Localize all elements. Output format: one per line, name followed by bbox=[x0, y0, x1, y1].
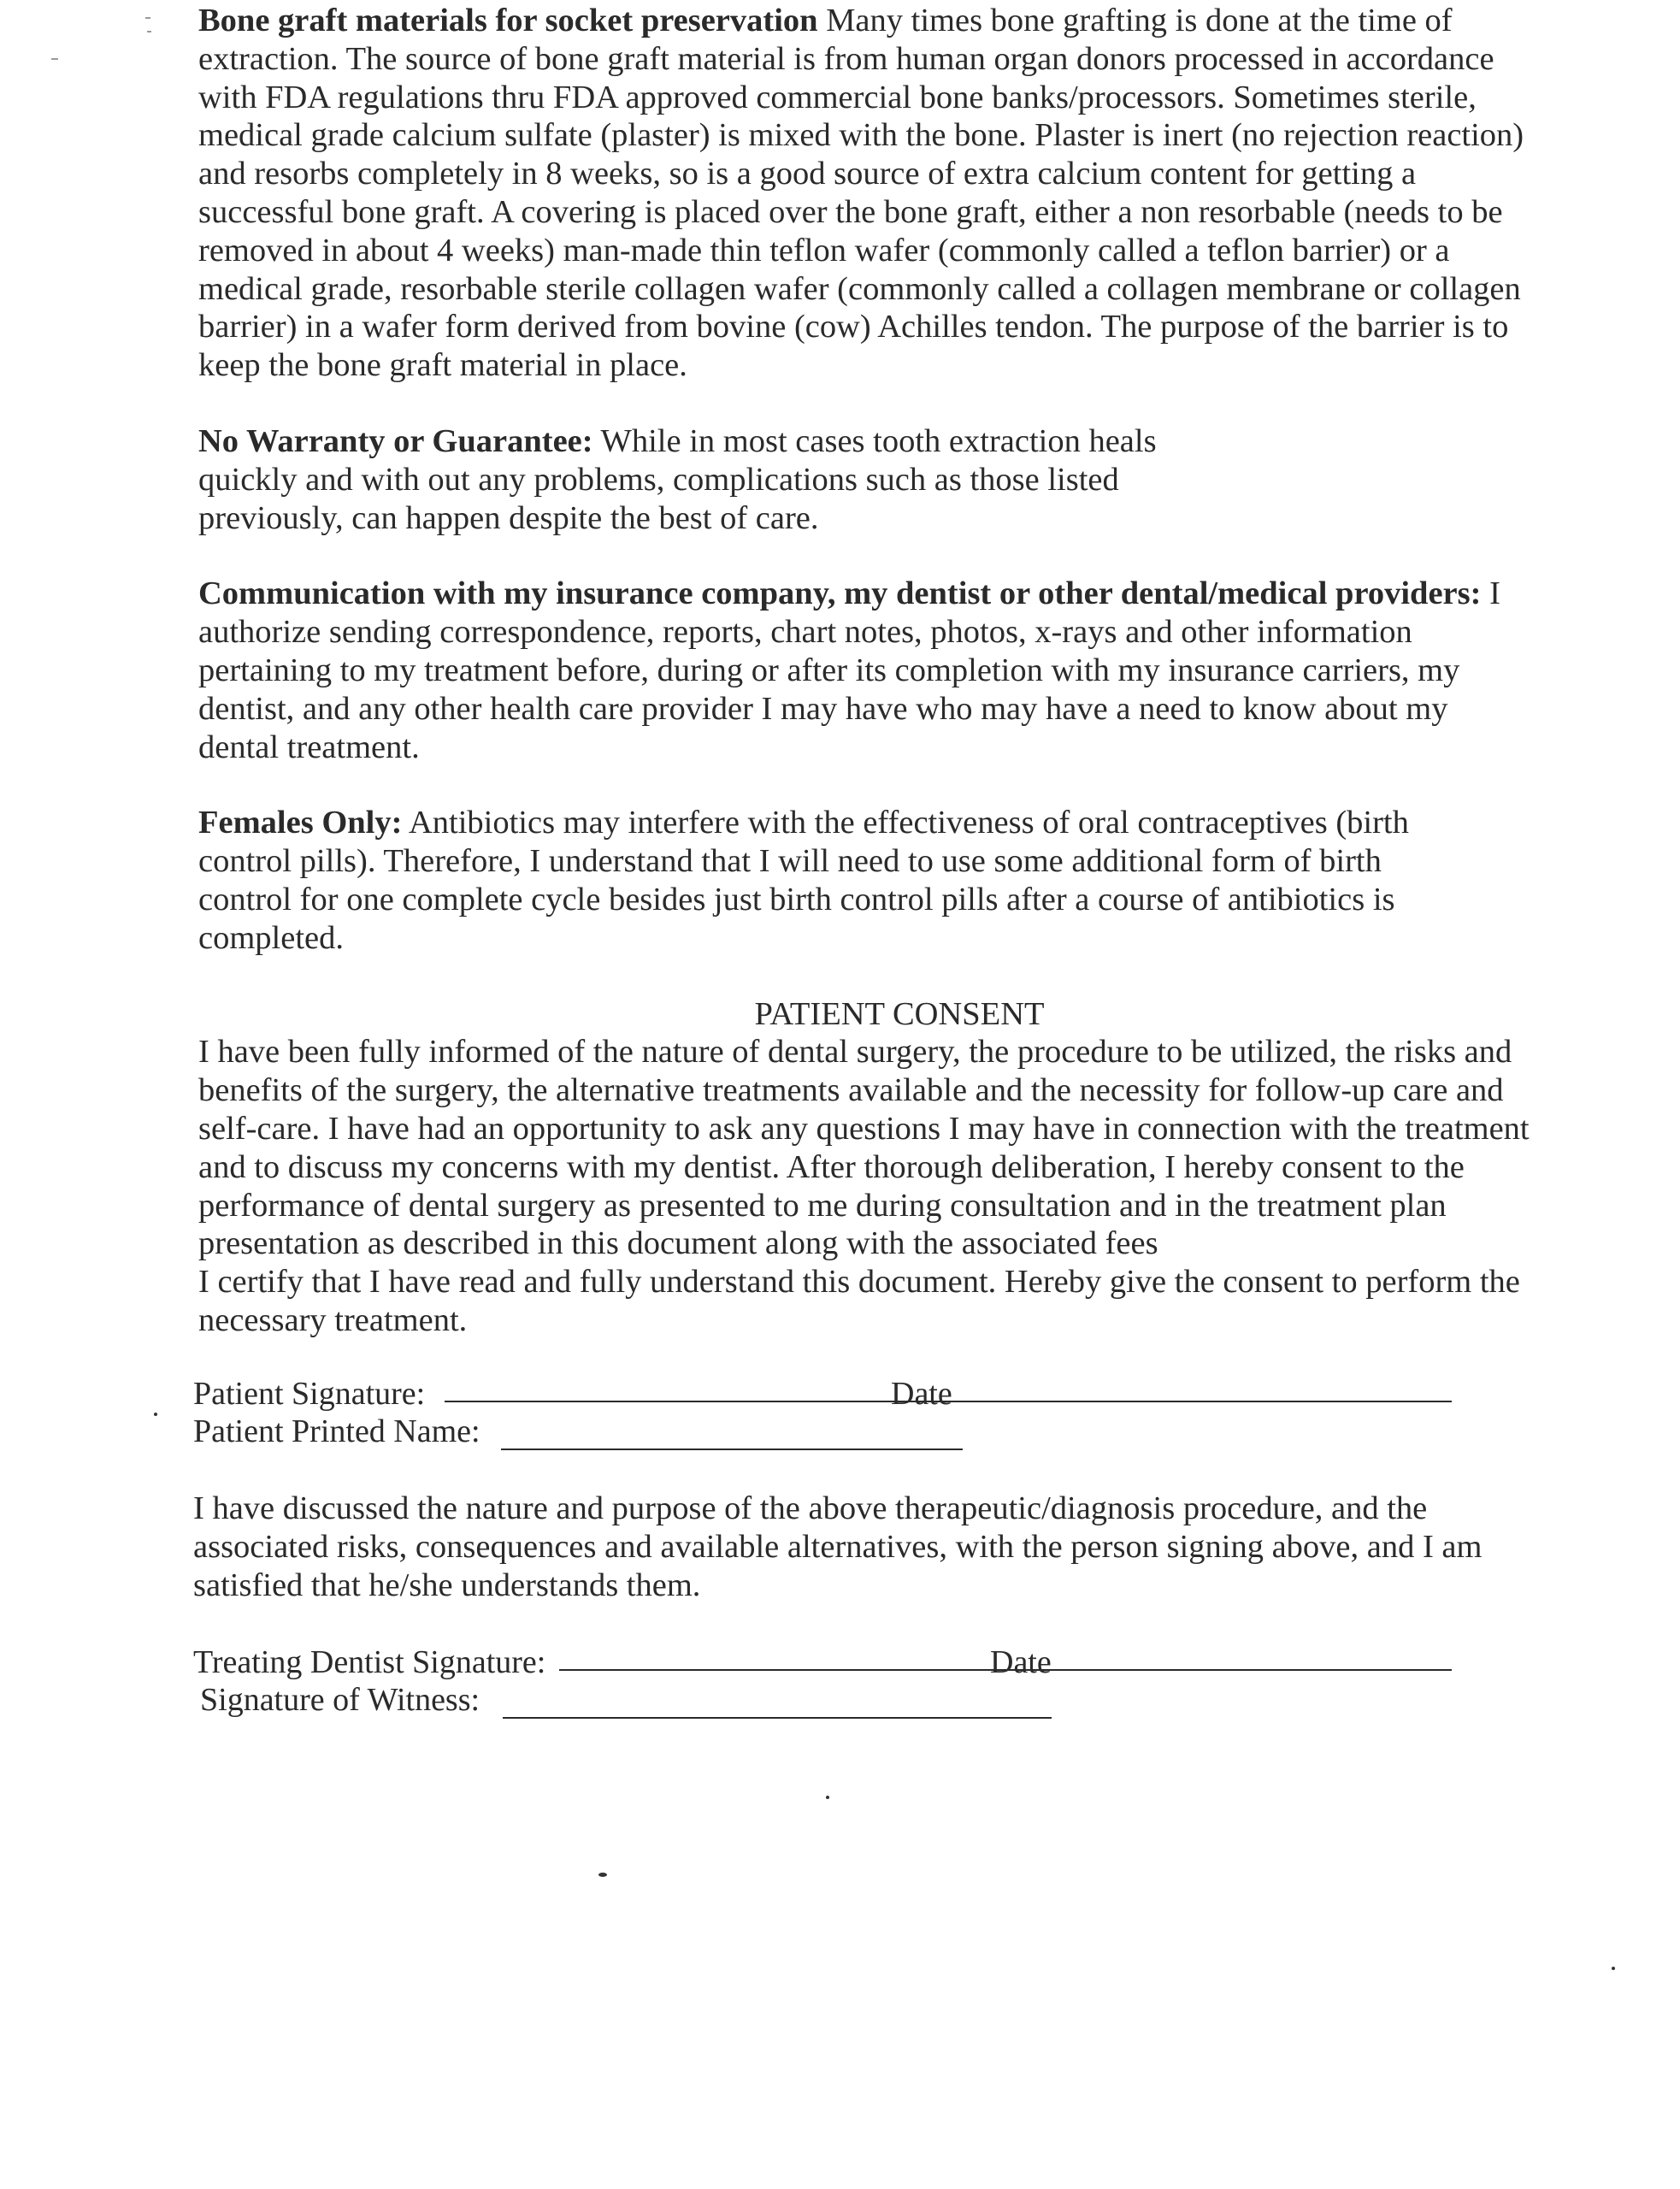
dentist-date-label: Date bbox=[990, 1644, 1052, 1680]
bone-graft-text: Many times bone grafting is done at the time of extraction. The source of bone graft material is from human organ donors processed in accordance with FDA regulations thru FDA approved commercial bone banks/processors. Sometimes sterile, medical grade calcium sulfate (plaster) is mixed with the bone. Plaster is inert (no rejection reaction) and resorbs completely in 8 weeks, so is a good source of extra calcium content for getting a successful bone graft. A covering is placed over the bone graft, either a non resorbable (needs to be removed in about 4 weeks) man-made thin teflon wafer (commonly called a teflon barrier) or a medical grade, resorbable sterile collagen wafer (commonly called a collagen membrane or collagen barrier) in a wafer form derived from bovine (cow) Achilles tendon. The purpose of the barrier is to keep the bone graft material in place. bbox=[198, 3, 1524, 384]
witness-signature-field[interactable] bbox=[503, 1691, 1052, 1719]
witness-signature-row bbox=[192, 1681, 1474, 1719]
patient-signature-label: Patient Signature: bbox=[193, 1376, 426, 1412]
communication-text: I authorize sending correspondence, reports, chart notes, photos, x-rays and other information pertaining to my treatment before, during or after its completion with my insurance carriers, my dentist, and any other health care provider I may have who may have a need to know about my dental treatment. bbox=[198, 575, 1500, 765]
patient-printed-name-field[interactable] bbox=[501, 1423, 963, 1450]
females-heading: Females Only: bbox=[198, 805, 403, 841]
scan-speck bbox=[826, 1796, 829, 1799]
patient-consent-title: PATIENT CONSENT bbox=[754, 995, 1045, 1032]
bone-graft-heading: Bone graft materials for socket preservation bbox=[198, 3, 818, 38]
dentist-date-field[interactable] bbox=[1057, 1643, 1452, 1671]
bone-graft-paragraph bbox=[198, 2, 1532, 385]
scan-speck bbox=[51, 58, 58, 60]
scan-speck bbox=[598, 1873, 607, 1877]
patient-printed-name-row bbox=[192, 1413, 1474, 1450]
scan-speck bbox=[145, 17, 150, 19]
females-text: Antibiotics may interfere with the effectiveness of oral contraceptives (birth control pills). Therefore, I understand that I will need to use some additional form of birth control for one complete cycle besides just birth control pills after a course of antibiotics is completed. bbox=[198, 805, 1409, 956]
scan-speck bbox=[1612, 1967, 1615, 1970]
dentist-signature-label: Treating Dentist Signature: bbox=[193, 1644, 546, 1680]
scan-speck bbox=[154, 1413, 157, 1416]
patient-printed-name-label: Patient Printed Name: bbox=[193, 1413, 480, 1449]
patient-signature-row bbox=[192, 1375, 1474, 1413]
scan-speck bbox=[147, 31, 151, 32]
consent-paragraph bbox=[198, 1033, 1532, 1339]
warranty-text: While in most cases tooth extraction heals quickly and with out any problems, complications such as those listed previously, can happen despite the best of care. bbox=[198, 422, 1157, 536]
females-paragraph bbox=[198, 804, 1532, 957]
warranty-heading: No Warranty or Guarantee: bbox=[198, 422, 593, 459]
dentist-signature-block bbox=[192, 1643, 1474, 1719]
patient-date-field[interactable] bbox=[956, 1375, 1452, 1402]
certify-text: I certify that I have read and fully understand this document. Hereby give the consent to perform the necessary treatment. bbox=[198, 1264, 1520, 1338]
communication-paragraph bbox=[198, 575, 1532, 766]
witness-signature-label: Signature of Witness: bbox=[200, 1682, 480, 1718]
dentist-statement: I have discussed the nature and purpose of the above therapeutic/diagnosis procedure, and the associated risks, consequences and available alternatives, with the person signing above, and I am satisfied that he/she understands them. bbox=[193, 1490, 1483, 1603]
consent-text: I have been fully informed of the nature of dental surgery, the procedure to be utilized, the risks and benefits of the surgery, the alternative treatments available and the necessity for follow-up care and self-care. I have had an opportunity to ask any questions I may have in connection with the treatment and to discuss my concerns with my dentist. After thorough deliberation, I hereby consent to the performance of dental surgery as presented to me during consultation and in the treatment plan presentation as described in this document along with the associated fees bbox=[198, 1034, 1530, 1262]
warranty-paragraph bbox=[198, 422, 1532, 537]
dentist-signature-row bbox=[192, 1643, 1474, 1681]
communication-heading: Communication with my insurance company, my dentist or other dental/medical providers: bbox=[198, 575, 1482, 612]
patient-date-label: Date bbox=[891, 1376, 952, 1412]
document-body bbox=[198, 0, 1532, 1340]
patient-signature-block bbox=[192, 1375, 1474, 1450]
